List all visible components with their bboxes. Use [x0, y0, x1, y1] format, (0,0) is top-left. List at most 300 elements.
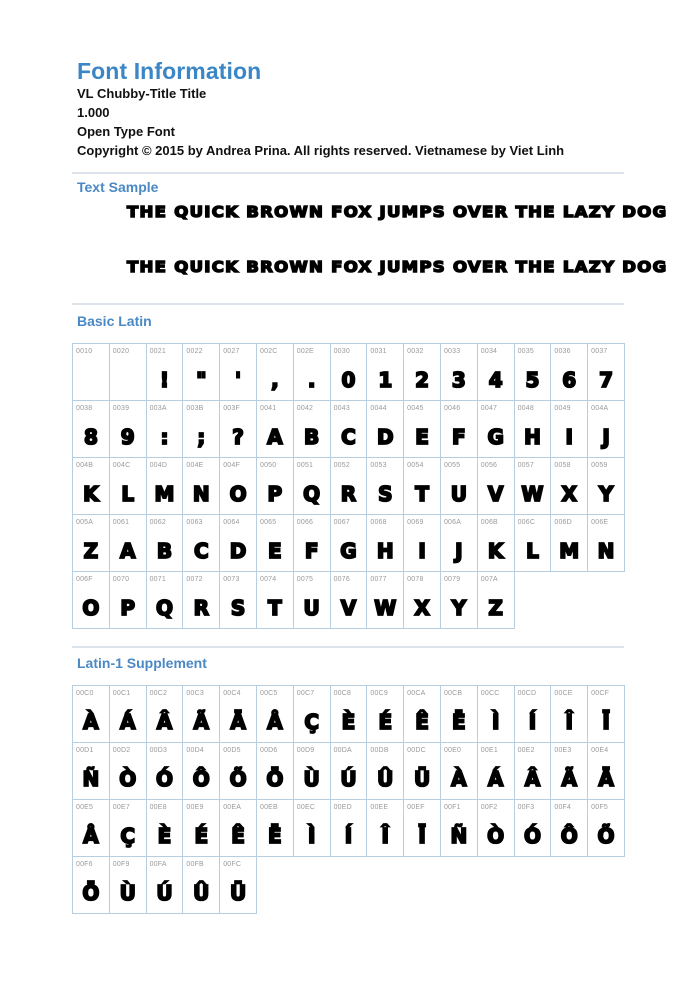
glyph-cell [219, 400, 257, 458]
glyph-code: 00E3 [554, 747, 572, 754]
glyph-code: 0068 [370, 519, 387, 526]
glyph-preview: J [602, 425, 610, 449]
glyph-preview: Ù [303, 767, 320, 791]
glyph-code: 007A [480, 576, 498, 583]
glyph-preview: E [268, 539, 282, 563]
glyph-preview: T [415, 482, 429, 506]
glyph-code: 0047 [480, 405, 498, 412]
glyph-preview: Ò [487, 824, 505, 848]
glyph-cell [72, 856, 110, 914]
glyph-cell [109, 856, 147, 914]
glyph-cell [293, 343, 331, 401]
glyph-cell [219, 856, 257, 914]
glyph-code: 0022 [186, 348, 203, 355]
glyph-cell [587, 685, 625, 743]
glyph-cell [587, 799, 625, 857]
glyph-preview: È [157, 824, 172, 848]
glyph-code: 0056 [480, 462, 498, 469]
glyph-code: 00C5 [259, 690, 278, 697]
glyph-cell [256, 400, 294, 458]
glyph-code: 006C [517, 519, 536, 526]
divider [72, 303, 624, 305]
glyph-preview: Ô [192, 767, 210, 791]
glyph-code: 00DA [333, 747, 352, 754]
glyph-code: 00D9 [296, 747, 315, 754]
glyph-cell [182, 457, 220, 515]
latin1-supplement-grid [72, 685, 624, 913]
glyph-preview: Ê [231, 824, 245, 848]
glyph-preview: V [340, 596, 357, 620]
text-sample-heading: Text Sample [77, 179, 159, 195]
glyph-code: 00D2 [112, 747, 131, 754]
glyph-code: 00C2 [149, 690, 168, 697]
glyph-preview: " [196, 368, 207, 392]
glyph-cell [256, 799, 294, 857]
glyph-preview: È [341, 710, 356, 734]
glyph-cell [366, 799, 404, 857]
glyph-preview: É [378, 710, 393, 734]
glyph-code: 00E9 [186, 804, 204, 811]
glyph-preview: ; [197, 425, 206, 449]
glyph-cell [146, 742, 184, 800]
glyph-code: 0049 [554, 405, 571, 412]
glyph-cell [514, 343, 552, 401]
glyph-preview: 2 [415, 368, 430, 392]
glyph-code: 0058 [554, 462, 571, 469]
glyph-code: 0064 [223, 519, 240, 526]
glyph-cell [72, 742, 110, 800]
glyph-code: 00C4 [223, 690, 241, 697]
glyph-code: 0036 [554, 348, 571, 355]
glyph-preview: F [304, 539, 319, 563]
glyph-preview: B [304, 425, 320, 449]
glyph-cell [514, 685, 552, 743]
glyph-cell [182, 685, 220, 743]
glyph-code: 00EC [296, 804, 316, 811]
glyph-cell [293, 571, 331, 629]
glyph-cell [550, 742, 588, 800]
glyph-code: 004C [112, 462, 131, 469]
glyph-cell [72, 571, 110, 629]
glyph-code: 00F2 [480, 804, 498, 811]
glyph-code: 0053 [370, 462, 387, 469]
glyph-preview: Ç [120, 824, 136, 848]
glyph-cell [514, 742, 552, 800]
glyph-code: 00DB [370, 747, 389, 754]
glyph-code: 004D [149, 462, 168, 469]
glyph-preview: Û [193, 881, 210, 905]
glyph-preview: Q [155, 596, 173, 620]
glyph-code: 00D3 [149, 747, 168, 754]
glyph-cell [330, 685, 368, 743]
glyph-preview: R [193, 596, 209, 620]
glyph-preview: À [83, 710, 99, 734]
glyph-cell [330, 799, 368, 857]
glyph-code: 00CA [407, 690, 426, 697]
glyph-cell [366, 457, 404, 515]
glyph-code: 0055 [443, 462, 461, 469]
glyph-cell [587, 457, 625, 515]
glyph-preview: Á [487, 767, 504, 791]
glyph-code: 00C8 [333, 690, 352, 697]
glyph-cell [550, 799, 588, 857]
glyph-preview: Ñ [82, 767, 100, 791]
glyph-preview: Ç [304, 710, 320, 734]
glyph-preview: D [376, 425, 394, 449]
glyph-cell [587, 514, 625, 572]
glyph-code: 0032 [407, 348, 424, 355]
glyph-cell [477, 514, 515, 572]
glyph-code: 0043 [333, 405, 350, 412]
glyph-cell [550, 685, 588, 743]
glyph-cell [477, 400, 515, 458]
glyph-cell [256, 457, 294, 515]
glyph-preview: Â [524, 767, 541, 791]
glyph-code: 0059 [591, 462, 608, 469]
glyph-preview: Ú [156, 881, 173, 905]
glyph-cell [146, 457, 184, 515]
glyph-code: 00EF [407, 804, 425, 811]
glyph-preview: É [194, 824, 209, 848]
glyph-preview: T [268, 596, 282, 620]
glyph-cell [256, 343, 294, 401]
glyph-cell [219, 685, 257, 743]
glyph-cell [256, 514, 294, 572]
glyph-cell [293, 400, 331, 458]
glyph-preview: Z [488, 596, 503, 620]
glyph-preview: Ù [119, 881, 136, 905]
glyph-preview: 7 [599, 368, 614, 392]
glyph-code: 0077 [370, 576, 387, 583]
glyph-preview: B [156, 539, 173, 563]
glyph-cell [293, 457, 331, 515]
glyph-code: 00D4 [186, 747, 204, 754]
glyph-preview: M [154, 482, 175, 506]
glyph-code: 00E1 [480, 747, 498, 754]
glyph-cell [477, 343, 515, 401]
glyph-cell [440, 400, 478, 458]
glyph-cell [403, 457, 441, 515]
glyph-preview: U [303, 596, 320, 620]
glyph-preview: ' [235, 368, 242, 392]
glyph-preview: Å [267, 710, 283, 734]
glyph-preview: Í [344, 824, 353, 848]
latin1-supplement-heading: Latin-1 Supplement [77, 655, 207, 671]
glyph-code: 0062 [149, 519, 166, 526]
glyph-cell [330, 514, 368, 572]
glyph-cell [219, 799, 257, 857]
glyph-code: 0079 [443, 576, 461, 583]
glyph-code: 0046 [443, 405, 461, 412]
glyph-cell [219, 571, 257, 629]
glyph-preview: 9 [120, 425, 135, 449]
text-sample-line: THE QUICK BROWN FOX JUMPS OVER THE LAZY DOG [127, 258, 668, 276]
glyph-code: 00E0 [443, 747, 462, 754]
copyright: Copyright © 2015 by Andrea Prina. All rights reserved. Vietnamese by Viet Linh [77, 143, 565, 158]
glyph-preview: ! [159, 368, 170, 392]
glyph-code: 0070 [112, 576, 130, 583]
glyph-code: 00EE [370, 804, 389, 811]
glyph-preview: 4 [488, 368, 503, 392]
glyph-preview: L [526, 539, 539, 563]
glyph-preview: S [230, 596, 246, 620]
glyph-preview: E [415, 425, 429, 449]
glyph-preview: G [487, 425, 504, 449]
glyph-code: 0052 [333, 462, 350, 469]
glyph-code: 0074 [259, 576, 277, 583]
glyph-preview: W [521, 482, 544, 506]
glyph-code: 0038 [76, 405, 93, 412]
glyph-cell [182, 742, 220, 800]
glyph-preview: N [192, 482, 210, 506]
glyph-code: 00C7 [296, 690, 315, 697]
glyph-cell [477, 742, 515, 800]
glyph-code: 0071 [149, 576, 166, 583]
glyph-code: 0010 [76, 348, 93, 355]
glyph-preview: Ì [491, 710, 500, 734]
glyph-preview: Ê [415, 710, 429, 734]
glyph-preview: K [83, 482, 99, 506]
glyph-code: 006D [554, 519, 572, 526]
glyph-cell [587, 343, 625, 401]
glyph-cell [182, 799, 220, 857]
glyph-preview: 5 [525, 368, 540, 392]
glyph-preview: Î [565, 710, 573, 734]
glyph-cell [514, 400, 552, 458]
glyph-code: 0050 [259, 462, 277, 469]
glyph-code: 0073 [223, 576, 240, 583]
glyph-preview: M [559, 539, 580, 563]
glyph-cell [72, 343, 110, 401]
glyph-code: 00F9 [112, 861, 130, 868]
glyph-cell [146, 400, 184, 458]
basic-latin-heading: Basic Latin [77, 313, 152, 329]
glyph-cell [330, 742, 368, 800]
glyph-code: 00ED [333, 804, 352, 811]
glyph-preview: Ó [523, 824, 541, 848]
glyph-preview: : [160, 425, 169, 449]
glyph-preview: Ä [230, 710, 246, 734]
glyph-preview: R [340, 482, 357, 506]
glyph-code: 003B [186, 405, 204, 412]
glyph-code: 0042 [296, 405, 314, 412]
glyph-preview: C [193, 539, 209, 563]
glyph-preview: 6 [562, 368, 577, 392]
glyph-cell [366, 571, 404, 629]
glyph-code: 003F [223, 405, 240, 412]
glyph-cell [109, 343, 147, 401]
basic-latin-grid [72, 343, 624, 628]
glyph-cell [403, 343, 441, 401]
glyph-code: 002E [296, 348, 314, 355]
glyph-preview: V [487, 482, 504, 506]
glyph-cell [293, 514, 331, 572]
glyph-cell [477, 685, 515, 743]
glyph-cell [109, 400, 147, 458]
glyph-preview: Ï [602, 710, 610, 734]
glyph-code: 00E5 [76, 804, 94, 811]
glyph-code: 0033 [443, 348, 461, 355]
glyph-code: 00CB [443, 690, 463, 697]
glyph-code: 004B [76, 462, 94, 469]
glyph-cell [330, 343, 368, 401]
glyph-preview: Ã [561, 767, 577, 791]
glyph-cell [440, 799, 478, 857]
glyph-code: 0078 [407, 576, 424, 583]
glyph-code: 00CE [554, 690, 573, 697]
glyph-code: 00CC [480, 690, 500, 697]
glyph-code: 0075 [296, 576, 314, 583]
glyph-cell [256, 685, 294, 743]
glyph-code: 0061 [112, 519, 130, 526]
glyph-preview: ? [232, 425, 244, 449]
glyph-preview: Ü [229, 881, 247, 905]
glyph-cell [219, 742, 257, 800]
glyph-preview: J [455, 539, 463, 563]
glyph-code: 0039 [112, 405, 130, 412]
glyph-cell [293, 799, 331, 857]
glyph-cell [477, 571, 515, 629]
glyph-cell [403, 514, 441, 572]
glyph-code: 0034 [480, 348, 498, 355]
glyph-cell [366, 742, 404, 800]
glyph-preview: Q [303, 482, 321, 506]
glyph-code: 00FB [186, 861, 204, 868]
glyph-preview: Ë [268, 824, 282, 848]
glyph-cell [72, 514, 110, 572]
glyph-preview: Í [528, 710, 537, 734]
glyph-cell [550, 343, 588, 401]
glyph-cell [256, 571, 294, 629]
glyph-cell [109, 685, 147, 743]
glyph-cell [514, 457, 552, 515]
glyph-preview: H [524, 425, 541, 449]
glyph-code: 004A [591, 405, 609, 412]
glyph-cell [440, 742, 478, 800]
glyph-code: 006F [76, 576, 93, 583]
glyph-code: 00E4 [591, 747, 609, 754]
glyph-preview: I [418, 539, 426, 563]
glyph-cell [440, 343, 478, 401]
glyph-cell [72, 400, 110, 458]
glyph-cell [514, 514, 552, 572]
glyph-cell [514, 799, 552, 857]
glyph-cell [403, 799, 441, 857]
glyph-code: 0020 [112, 348, 130, 355]
glyph-preview: Ë [452, 710, 466, 734]
glyph-cell [182, 400, 220, 458]
glyph-code: 00CF [591, 690, 610, 697]
glyph-preview: Ú [340, 767, 357, 791]
glyph-preview: Ö [266, 767, 284, 791]
glyph-preview: Û [377, 767, 394, 791]
glyph-code: 00E8 [149, 804, 167, 811]
glyph-cell [440, 457, 478, 515]
glyph-preview: 0 [341, 368, 356, 392]
glyph-preview: N [597, 539, 615, 563]
glyph-cell [403, 400, 441, 458]
glyph-preview: Õ [229, 767, 247, 791]
glyph-cell [366, 514, 404, 572]
glyph-preview: , [271, 368, 279, 392]
glyph-preview: 8 [83, 425, 98, 449]
glyph-preview: Ñ [450, 824, 468, 848]
text-sample-line: THE QUICK BROWN FOX JUMPS OVER THE LAZY DOG [127, 203, 668, 221]
glyph-code: 00D6 [259, 747, 278, 754]
glyph-code: 00D1 [76, 747, 94, 754]
glyph-preview: Ö [82, 881, 100, 905]
glyph-preview: D [229, 539, 247, 563]
glyph-cell [403, 742, 441, 800]
glyph-cell [219, 343, 257, 401]
glyph-cell [146, 343, 184, 401]
glyph-code: 0065 [259, 519, 277, 526]
glyph-code: 006B [480, 519, 498, 526]
glyph-code: 0048 [517, 405, 534, 412]
glyph-code: 00D5 [223, 747, 241, 754]
glyph-cell [330, 400, 368, 458]
glyph-code: 006A [443, 519, 462, 526]
glyph-cell [72, 457, 110, 515]
glyph-preview: W [374, 596, 397, 620]
glyph-code: 00C3 [186, 690, 204, 697]
glyph-cell [330, 457, 368, 515]
glyph-code: 0054 [407, 462, 424, 469]
glyph-cell [256, 742, 294, 800]
glyph-code: 0067 [333, 519, 350, 526]
glyph-cell [219, 457, 257, 515]
glyph-preview: U [450, 482, 467, 506]
glyph-code: 00F4 [554, 804, 572, 811]
glyph-preview: X [561, 482, 577, 506]
glyph-cell [109, 514, 147, 572]
glyph-code: 004F [223, 462, 240, 469]
glyph-cell [366, 685, 404, 743]
glyph-code: 0044 [370, 405, 387, 412]
glyph-cell [109, 571, 147, 629]
glyph-preview: Y [598, 482, 614, 506]
glyph-preview: I [565, 425, 573, 449]
glyph-preview: Ó [155, 767, 173, 791]
glyph-preview: À [451, 767, 467, 791]
glyph-cell [72, 685, 110, 743]
glyph-code: 0031 [370, 348, 387, 355]
glyph-code: 0021 [149, 348, 166, 355]
glyph-preview: Å [83, 824, 99, 848]
glyph-cell [550, 400, 588, 458]
glyph-preview: Õ [597, 824, 615, 848]
glyph-cell [440, 514, 478, 572]
glyph-code: 004E [186, 462, 204, 469]
glyph-cell [219, 514, 257, 572]
font-name: VL Chubby-Title Title [77, 86, 207, 101]
glyph-cell [477, 799, 515, 857]
glyph-preview: Ã [193, 710, 210, 734]
glyph-code: 003A [149, 405, 167, 412]
glyph-preview: Ü [413, 767, 431, 791]
glyph-preview: C [341, 425, 356, 449]
glyph-cell [587, 742, 625, 800]
glyph-cell [550, 514, 588, 572]
font-type: Open Type Font [77, 124, 175, 139]
glyph-preview: Â [156, 710, 173, 734]
glyph-code: 00FA [149, 861, 167, 868]
glyph-preview: S [378, 482, 393, 506]
glyph-code: 0041 [259, 405, 277, 412]
glyph-code: 00F3 [517, 804, 535, 811]
glyph-cell [366, 400, 404, 458]
glyph-preview: A [119, 539, 136, 563]
